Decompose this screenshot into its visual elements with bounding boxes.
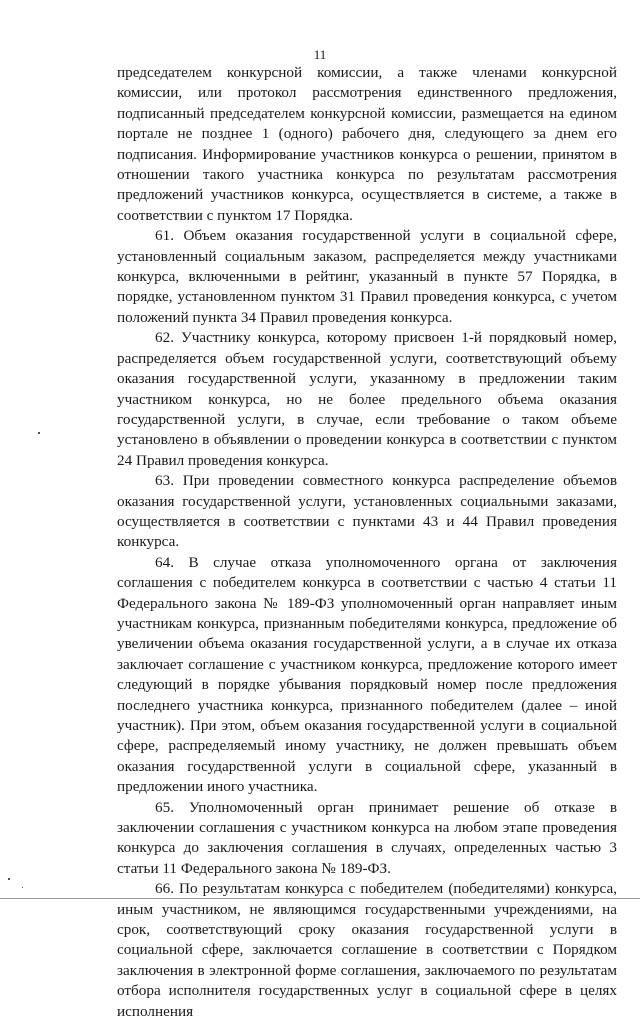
paragraph-64: 64. В случае отказа уполномоченного органа от заключения соглашения с победителем конкурса в соответствии с частью 4 статьи 11 Федерального закона № 189-ФЗ уполномоченный орган направляет иным участникам конкурса, признанным победителями конкурса, предложение об увеличении объема оказания государственной услуги, а в случае их отказа заключает соглашение с участником конкурса, предложение которого имеет следующий в порядке убывания порядковый номер после предложения последнего участника конкурса, признанного победителем (далее – иной участник). При этом, объем оказания государственной услуги в социальной сфере, распределяемый иному участнику, не должен превышать объем оказания государственной услуги в социальной сфере, указанный в предложении иного участника.: [117, 553, 617, 796]
paragraph-65: 65. Уполномоченный орган принимает решение об отказе в заключении соглашения с участником конкурса на любом этапе проведения конкурса до заключения соглашения в случаях, определенных частью 3 статьи 11 Федерального закона № 189-ФЗ.: [117, 798, 617, 877]
scan-speck: [38, 432, 40, 434]
paragraph-62: 62. Участнику конкурса, которому присвоен 1-й порядковый номер, распределяется объем государственной услуги, соответствующий объему оказания государственной услуги, указанному в предложении таким участником конкурса, но не более предельного объема оказания государственной услуги, в случае, если требование о таком объеме установлено в объявлении о проведении конкурса в соответствии с пунктом 24 Правил проведения конкурса.: [117, 329, 617, 469]
scan-edge-line: [0, 898, 640, 899]
scan-speck: [8, 878, 10, 880]
paragraph-61: 61. Объем оказания государственной услуги в социальной сфере, установленный социальным заказом, распределяется между участниками конкурса, включенными в рейтинг, указанный в пункте 57 Порядка, в порядке, установленном пунктом 31 Правил проведения конкурса, с учетом положений пункта 34 Правил проведения конкурса.: [117, 227, 617, 326]
document-body: [117, 63, 617, 1022]
paragraph-66: 66. По результатам конкурса с победителем (победителями) конкурса, иным участником, не являющимся государственными учреждениями, на срок, соответствующий сроку оказания государственной услуги в социальной сфере, заключается соглашение в соответствии с Порядком заключения в электронной форме соглашения, заключаемого по результатам отбора исполнителя государственных услуг в социальной сфере в целях исполнения: [117, 880, 617, 1020]
page-number: 11: [313, 47, 327, 62]
paragraph-continuation: председателем конкурсной комиссии, а также членами конкурсной комиссии, или протокол рассмотрения единственного предложения, подписанный председателем конкурсной комиссии, размещается на едином портале не позднее 1 (одного) рабочего дня, следующего за днем его подписания. Информирование участников конкурса о решении, принятом в отношении такого участника конкурса по результатам рассмотрения предложений участников конкурса, осуществляется в системе, а также в соответствии с пунктом 17 Порядка.: [117, 64, 617, 224]
scan-speck: [22, 887, 23, 888]
paragraph-63: 63. При проведении совместного конкурса распределение объемов оказания государственной услуги, установленных социальными заказами, осуществляется в соответствии с пунктами 43 и 44 Правил проведения конкурса.: [117, 472, 617, 551]
